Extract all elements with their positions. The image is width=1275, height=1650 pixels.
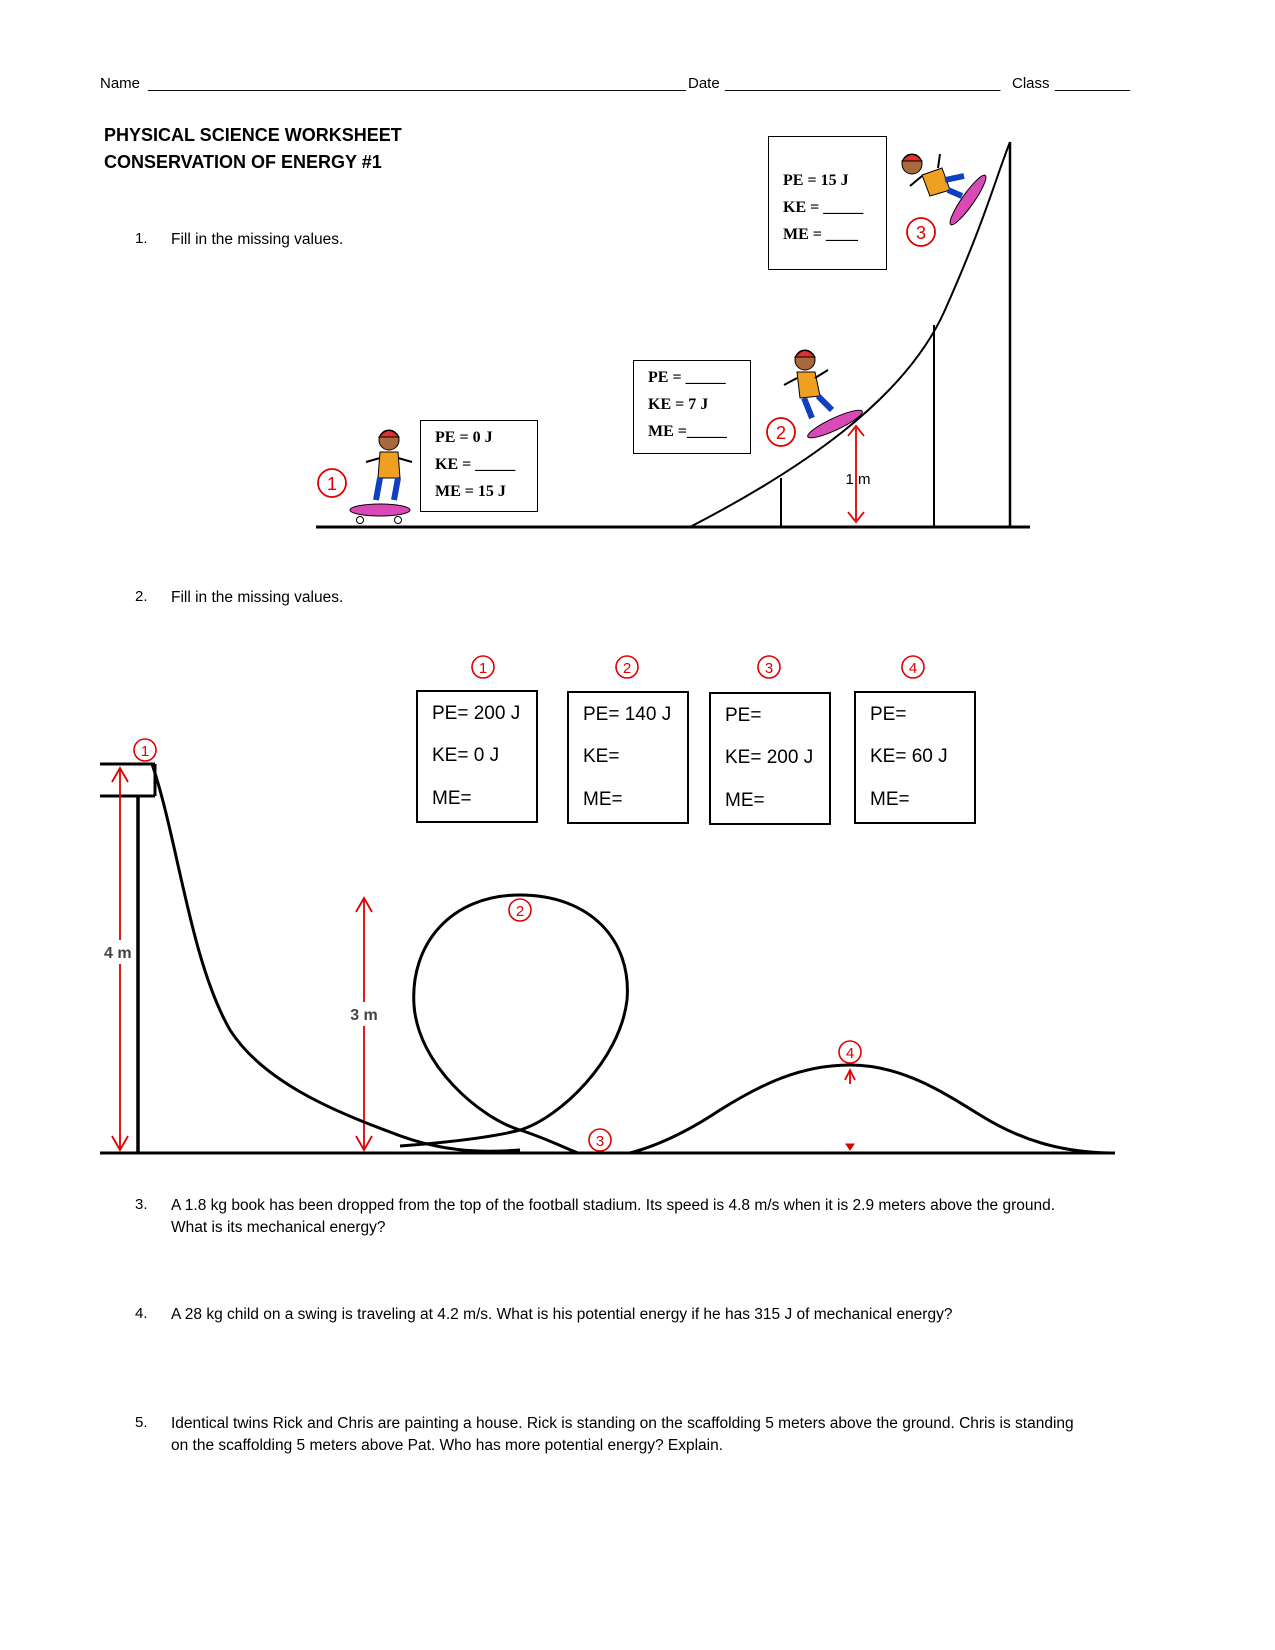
coaster-box-2 [567, 691, 689, 824]
ramp-box-3 [768, 136, 887, 270]
coaster-marker-2 [509, 899, 531, 921]
ramp-box-2 [633, 360, 751, 454]
question-3-number: 3. [135, 1196, 148, 1213]
height-label-1m: 1 m [845, 471, 871, 488]
skate-ramp-diagram [0, 0, 1275, 560]
box-marker-3-label: 3 [764, 660, 774, 677]
skater-1-figure [350, 430, 412, 524]
ramp-box-2-pe[interactable]: PE = _____ [648, 369, 726, 386]
coaster-box-1-pe: PE= 200 J [432, 703, 521, 724]
question-1-number: 1. [135, 230, 148, 247]
box-marker-3 [758, 656, 780, 678]
coaster-box-3-ke: KE= 200 J [725, 747, 814, 768]
height-label-4m: 4 m [104, 945, 132, 962]
coaster-box-4-me[interactable]: ME= [870, 789, 910, 810]
ramp-box-3-pe: PE = 15 J [783, 172, 849, 189]
coaster-marker-4-label: 4 [845, 1045, 855, 1062]
coaster-marker-4 [839, 1041, 861, 1063]
height-label-3m: 3 m [350, 1007, 378, 1024]
coaster-box-2-pe: PE= 140 J [583, 704, 672, 725]
coaster-box-4 [854, 691, 976, 824]
ramp-box-3-ke[interactable]: KE = _____ [783, 199, 864, 216]
marker-1 [318, 469, 346, 497]
question-5-line-2: on the scaffolding 5 meters above Pat. Who has more potential energy? Explain. [171, 1437, 724, 1454]
box-marker-2-label: 2 [622, 660, 632, 677]
question-5-text [171, 1413, 1161, 1457]
question-4-text: A 28 kg child on a swing is traveling at 4.2 m/s. What is his potential energy if he has 315 J of mechanical energy? [171, 1306, 953, 1323]
question-2-text: Fill in the missing values. [171, 589, 344, 606]
marker-3 [907, 218, 935, 246]
class-field[interactable]: _________ [1055, 75, 1131, 92]
box-marker-4 [902, 656, 924, 678]
coaster-box-1-me[interactable]: ME= [432, 788, 472, 809]
marker-2-label: 2 [775, 423, 787, 443]
skater-2-figure [784, 350, 865, 442]
coaster-box-2-ke[interactable]: KE= [583, 746, 620, 767]
ramp-box-2-me[interactable]: ME =_____ [648, 423, 727, 440]
date-field[interactable]: _________________________________ [725, 75, 1001, 92]
box-marker-1-label: 1 [478, 660, 488, 677]
question-5-line-1: Identical twins Rick and Chris are painting a house. Rick is standing on the scaffolding 5 meters above the ground. Chris is standing [171, 1415, 1074, 1432]
question-3-text [171, 1195, 1151, 1239]
coaster-box-1-ke: KE= 0 J [432, 745, 500, 766]
name-label: Name [100, 75, 141, 92]
question-2-number: 2. [135, 588, 148, 605]
class-label: Class [1012, 75, 1050, 92]
coaster-box-3 [709, 692, 831, 825]
coaster-box-4-pe[interactable]: PE= [870, 704, 907, 725]
coaster-hill [630, 1065, 1110, 1153]
marker-1-label: 1 [326, 474, 338, 494]
box-marker-2 [616, 656, 638, 678]
coaster-marker-1 [134, 739, 156, 761]
ramp-box-1 [420, 420, 538, 512]
coaster-box-1 [416, 690, 538, 823]
skater-3-figure [902, 154, 990, 228]
question-3-line-2: What is its mechanical energy? [171, 1219, 386, 1236]
title-line-2: CONSERVATION OF ENERGY #1 [104, 152, 382, 172]
question-3-line-1: A 1.8 kg book has been dropped from the top of the football stadium. Its speed is 4.8 m/s when it is 2.9 meters above the ground. [171, 1197, 1056, 1214]
question-5-number: 5. [135, 1414, 148, 1431]
title-line-1: PHYSICAL SCIENCE WORKSHEET [104, 125, 402, 145]
question-1-text: Fill in the missing values. [171, 231, 344, 248]
question-4-number: 4. [135, 1305, 148, 1322]
ramp-box-1-pe: PE = 0 J [435, 429, 493, 446]
marker-2 [767, 418, 795, 446]
coaster-marker-2-label: 2 [515, 903, 525, 920]
box-marker-1 [472, 656, 494, 678]
ramp-box-3-me[interactable]: ME = ____ [783, 226, 858, 243]
coaster-loop [400, 895, 627, 1153]
date-label: Date [688, 75, 720, 92]
coaster-marker-3 [589, 1129, 611, 1151]
name-field[interactable]: _______________________________________________________________ [148, 75, 687, 92]
coaster-marker-1-label: 1 [140, 743, 150, 760]
ramp-box-2-ke: KE = 7 J [648, 396, 709, 413]
coaster-box-2-me[interactable]: ME= [583, 789, 623, 810]
coaster-box-4-ke: KE= 60 J [870, 746, 948, 767]
ramp-box-1-ke[interactable]: KE = _____ [435, 456, 516, 473]
box-marker-4-label: 4 [908, 660, 918, 677]
coaster-box-3-pe[interactable]: PE= [725, 705, 762, 726]
coaster-marker-3-label: 3 [595, 1133, 605, 1150]
coaster-box-3-me[interactable]: ME= [725, 790, 765, 811]
ramp-box-1-me: ME = 15 J [435, 483, 506, 500]
marker-3-label: 3 [915, 223, 927, 243]
